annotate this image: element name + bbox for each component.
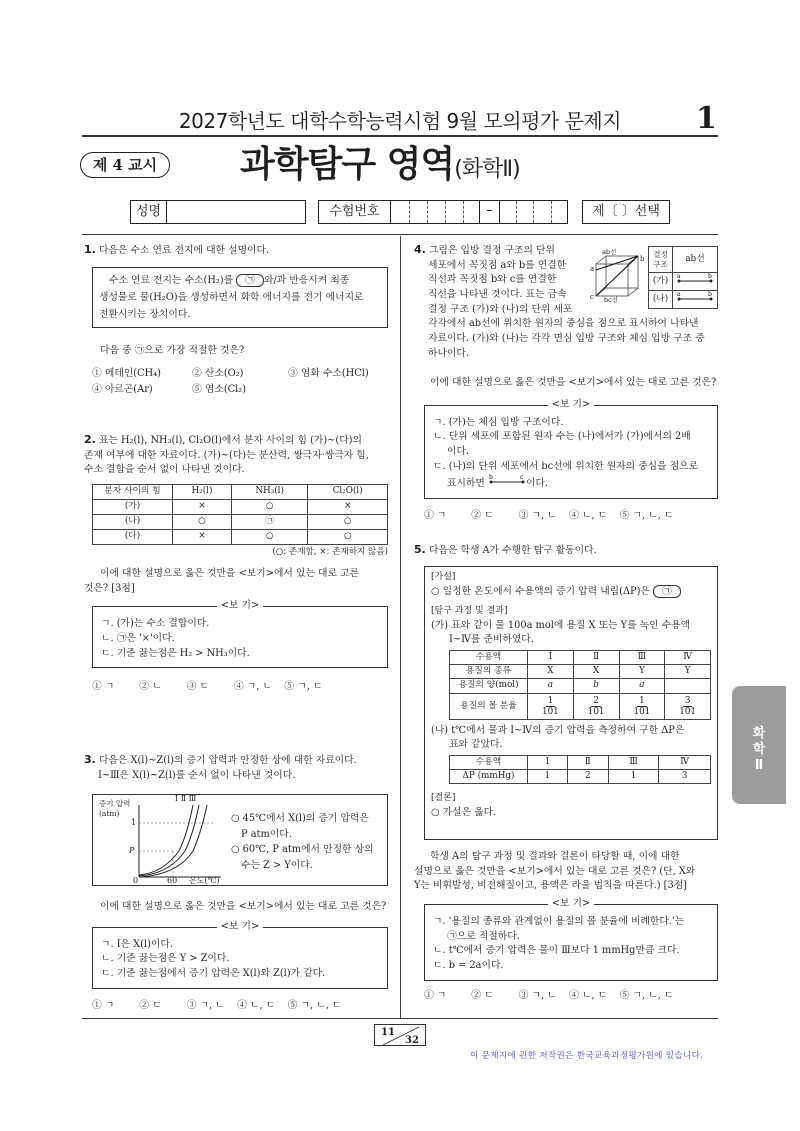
choice-4[interactable]: ④ 아르곤(Ar) [92, 383, 153, 395]
blank-marker: ㉠ [236, 274, 264, 287]
question-3-ask: 이에 대한 설명으로 옳은 것만을 <보기>에서 있는 대로 고른 것은? <보 기> ㄱ. Ⅰ은 X(l)이다. ㄴ. 기준 끓는점은 Y > Z이다. ㄷ. 기준 끓는점에서 증기 압력은 X(l)와 Z(l)가 같다. ① ㄱ ② ㄷ ③ ㄱ, ㄴ ④ ㄴ, ㄷ ⑤ ㄱ, ㄴ, ㄷ [84, 900, 388, 1013]
answer-choices[interactable]: ① ㄱ ② ㄷ ③ ㄱ, ㄴ ④ ㄴ, ㄷ ⑤ ㄱ, ㄴ, ㄷ [424, 989, 674, 1001]
solution-table: 수용액 Ⅰ Ⅱ Ⅲ Ⅳ 용질의 종류 X X Y Y 용질의 양(mol) a b a 용질의 몰 분율 1 101 2 101 1 101 3 101 [449, 650, 711, 720]
svg-text:a: a [677, 273, 681, 280]
bc-line-mark [488, 474, 526, 486]
bogi-box: <보 기> ㄱ. Ⅰ은 X(l)이다. ㄴ. 기준 끓는점은 Y > Z이다. ㄷ. 기준 끓는점에서 증기 압력은 X(l)와 Z(l)가 같다. [92, 927, 388, 989]
page-counter: 11 32 [374, 1024, 426, 1046]
section-rule [82, 234, 718, 235]
name-field[interactable]: 성명 [130, 200, 306, 224]
question-4: 4. 그림은 입방 결정 구조의 단위 세포에서 꼭짓점 a와 b를 연결한 직선과 꼭짓점 b와 c를 연결한 직선을 나타낸 것이다. 표는 금속 결정 구조 (가)와 (나)의 단위 세포 각각에서 ab선에 위치한 원자의 중심을 점으로 표시하여 나타낸 자료이다. (가)와 (나)는 각각 면심 입방 구조와 체심 입방 구조 중 하나이다. [414, 243, 705, 359]
curve-I [139, 805, 193, 875]
force-table: 분자 사이의 힘 H₂(l) NH₃(l) Cl₂O(l) (가) × ○ × (나) ○ ㉠ ○ (다) × ○ ○ [92, 484, 388, 545]
subject-side-tab: 화 학 Ⅱ [732, 686, 786, 804]
bogi-box: <보 기> ㄱ. (가)는 체심 입방 구조이다. ㄴ. 단위 세포에 포함된 원자 수는 (나)에서가 (가)에서의 2배 이다. ㄷ. (나)의 단위 세포에서 bc선에 위치한 원자의 중심을 점으로 표시하면 b c 이다. [424, 405, 718, 499]
svg-text:b: b [708, 291, 712, 299]
question-1: 1. 다음은 수소 연료 전지에 대한 설명이다. 수소 연료 전지는 수소(H₂)를 ㉠ 와/과 반응시켜 최종 생성물로 물(H₂O)을 생성하면서 화학 에너지를 전기 에너지로 전환시키는 장치이다. 다음 중 ㉠으로 가장 적절한 것은? ① 메테인(CH₄) ② 산소(O₂) ③ 염화 수소(HCl) ④ 아르곤(Ar) ⑤ 염소(Cl₂) [84, 242, 388, 403]
question-3: 3. 다음은 X(l)~Z(l)의 증기 압력과 안정한 상에 대한 자료이다. Ⅰ~Ⅲ은 X(l)~Z(l)를 순서 없이 나타낸 것이다. [84, 753, 357, 781]
question-2: 2. 표는 H₂(l), NH₃(l), Cl₂O(l)에서 분자 사이의 힘 (가)~(다)의 존재 여부에 대한 자료이다. (가)~(다)는 분산력, 쌍극자·쌍극자 힘, 수소 결합을 순서 없이 나타낸 것이다. 분자 사이의 힘 H₂(l) NH₃(l) Cl₂O(l) (가) × ○ × (나) ○ ㉠ ○ (다) × ○ ○ (○: 존재함, ×: 존재하지 않음) 이에 대한 설명으로 옳은 것만을 <보기>에서 있는 대로 고른 것은? [3점] <보 기> ㄱ. (가)는 수소 결합이다. ㄴ. ㉠은 '×'이다. ㄷ. 기준 끓는점은 H₂ > NH₃이다. ① ㄱ ② ㄴ ③ ㄷ ④ ㄱ, ㄴ ⑤ ㄱ, ㄷ [84, 432, 388, 695]
choice-3[interactable]: ③ 염화 수소(HCl) [288, 367, 369, 379]
ab-line-na [676, 291, 714, 303]
question-4-ask: 이에 대한 설명으로 옳은 것만을 <보기>에서 있는 대로 고른 것은? <보 기> ㄱ. (가)는 체심 입방 구조이다. ㄴ. 단위 세포에 포함된 원자 수는 (나)에서가 (가)에서의 2배 이다. ㄷ. (나)의 단위 세포에서 bc선에 위치한 원자의 중심을 점으로 표시하면 b c 이다. ① ㄱ ② ㄷ ③ ㄱ, ㄴ ④ ㄴ, ㄷ ⑤ ㄱ, ㄴ, ㄷ [414, 376, 720, 524]
svg-text:b: b [708, 273, 712, 280]
answer-choices[interactable]: ① ㄱ ② ㄷ ③ ㄱ, ㄴ ④ ㄴ, ㄷ ⑤ ㄱ, ㄴ, ㄷ [92, 999, 342, 1011]
page-number: 1 [696, 101, 717, 136]
copyright-notice: 이 문제지에 관한 저작권은 한국교육과정평가원에 있습니다. [470, 1051, 704, 1061]
column-divider [400, 236, 401, 1018]
question-5: 5. 다음은 학생 A가 수행한 탐구 활동이다. [414, 543, 597, 556]
curve-II [139, 805, 199, 876]
vapor-pressure-box: 증기 압력 (atm) 1 P 0 60 온도(℃) Ⅰ Ⅱ Ⅲ ○ 45℃에서 X(l)의 증기 압력은 P atm이다. ○ 60℃, P atm에서 안정한 상의 수는 Z > Y이다. [92, 794, 388, 886]
answer-choices[interactable]: ① ㄱ ② ㄴ ③ ㄷ ④ ㄱ, ㄴ ⑤ ㄱ, ㄷ [92, 681, 323, 693]
delta-p-table: 수용액 Ⅰ Ⅱ Ⅲ Ⅳ ΔP (mmHg) 1 2 1 3 [449, 755, 711, 784]
bogi-box: <보 기> ㄱ. (가)는 수소 결합이다. ㄴ. ㉠은 '×'이다. ㄷ. 기준 끓는점은 H₂ > NH₃이다. [92, 606, 388, 668]
bogi-box: <보 기> ㄱ. '용질의 종류와 관계없이 용질의 몰 분율에 비례한다.'는 ㉠으로 적절하다. ㄴ. t℃에서 증기 압력은 물이 Ⅲ보다 1 mmHg만큼 크다. ㄷ. b = 2a이다. [424, 904, 718, 981]
question-5-ask: 학생 A의 탐구 과정 및 결과와 결론이 타당할 때, 이에 대한 설명으로 옳은 것만을 <보기>에서 있는 대로 고른 것은? (단, X와 Y는 비휘발성, 비전해질이고, 용액은 라울 법칙을 따른다.) [3점] <보 기> ㄱ. '용질의 종류와 관계없이 용질의 몰 분율에 비례한다.'는 ㉠으로 적절하다. ㄴ. t℃에서 증기 압력은 물이 Ⅲ보다 1 mmHg만큼 크다. ㄷ. b = 2a이다. ① ㄱ ② ㄷ ③ ㄱ, ㄴ ④ ㄴ, ㄷ ⑤ ㄱ, ㄴ, ㄷ [414, 850, 720, 1004]
svg-text:b: b [488, 474, 493, 482]
exam-number-field[interactable]: 수험번호 – [318, 200, 568, 224]
choice-2[interactable]: ② 산소(O₂) [192, 367, 244, 379]
svg-text:c: c [519, 474, 524, 482]
bottom-rule [82, 1018, 718, 1019]
ab-line-ga [676, 273, 714, 285]
answer-choices[interactable]: ① ㄱ ② ㄷ ③ ㄱ, ㄴ ④ ㄴ, ㄷ ⑤ ㄱ, ㄴ, ㄷ [424, 510, 674, 522]
period-badge: 제 4 교시 [80, 152, 170, 178]
svg-text:a: a [677, 291, 681, 299]
inquiry-box: [가설] ○ 일정한 온도에서 수용액의 증기 압력 내림(ΔP)은 ㉠ [탐구 과정 및 결과] (가) 표와 같이 물 100a mol에 용질 X 또는 Y를 녹인 수용액 Ⅰ~Ⅳ를 준비하였다. 수용액 Ⅰ Ⅱ Ⅲ Ⅳ 용질의 종류 X X Y Y 용질의 양(mol) a b a 용질의 몰 분율 1 101 2 101 1 101 3 101 (나) t℃에서 물과 Ⅰ~Ⅳ의 증기 압력을 측정하여 구한 ΔP은 표와 같았다. 수용액 Ⅰ Ⅱ Ⅲ Ⅳ ΔP (mmHg) 1 2 1 3 [결론] ○ 가설은 옳다. [424, 566, 718, 840]
exam-title: 2027학년도 대학수학능력시험 9월 모의평가 문제지 [178, 109, 622, 133]
elective-select-field[interactable]: 제〔 〕선택 [582, 200, 670, 224]
subject-title: 과학탐구 영역(화학Ⅱ) [240, 144, 520, 185]
choice-5[interactable]: ⑤ 염소(Cl₂) [192, 383, 247, 395]
choice-1[interactable]: ① 메테인(CH₄) [92, 367, 161, 379]
header-rule [82, 135, 718, 137]
crystal-table: 결정 구조 ab선 (가) a b (나) a b [648, 246, 718, 309]
